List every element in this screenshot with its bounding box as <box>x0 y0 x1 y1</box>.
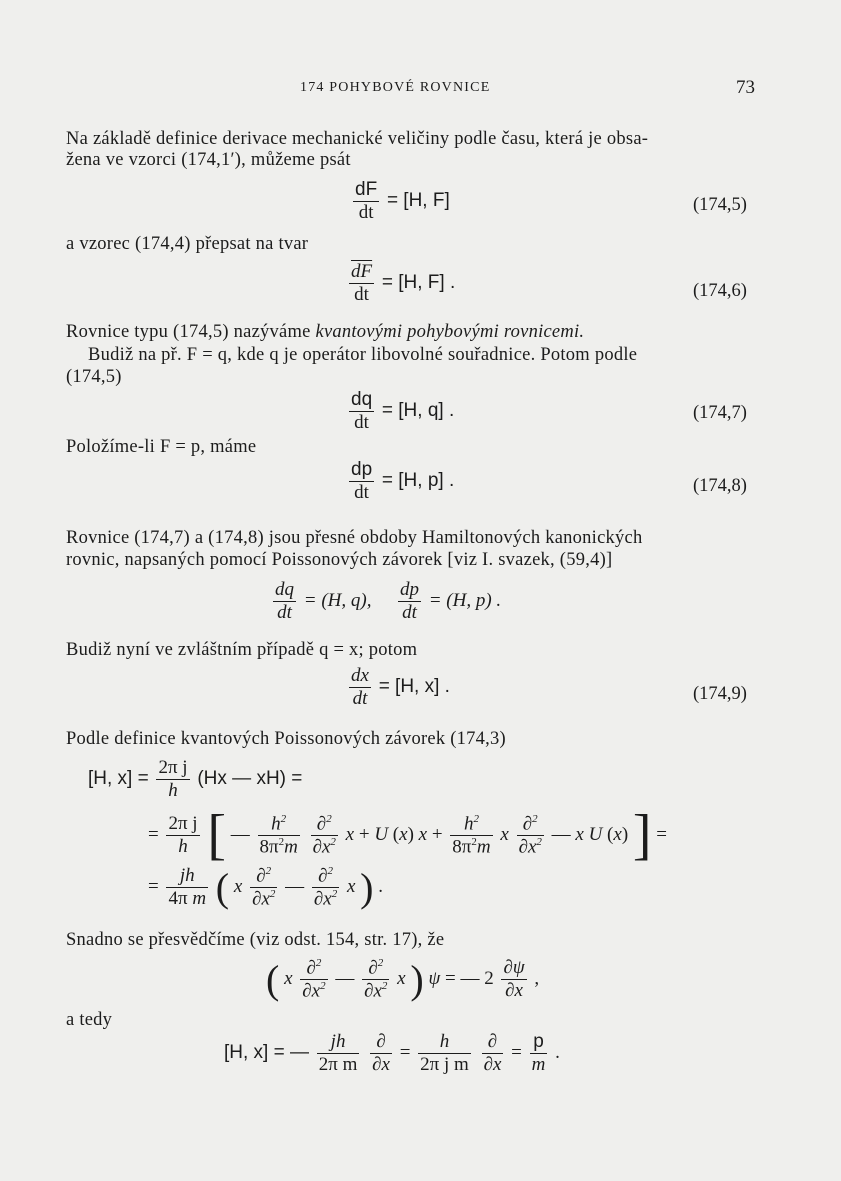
equation-174-7 <box>346 390 454 433</box>
italic-term: kvantovými pohybovými rovnicemi. <box>315 322 585 342</box>
fraction-denominator: dt <box>354 481 369 503</box>
fraction-denominator: dt <box>354 411 369 433</box>
derivation-line-3: = $\frac{jh}{\text{4π m}}$ ( x $\frac{\partial^2}{\partial x^2}$ — $\frac{\partial^2}{\partial x^2}$ x ) . <box>148 864 383 910</box>
fraction-denominator: dt <box>277 601 292 623</box>
fraction-denominator: dt <box>354 283 369 305</box>
fraction-denominator: dt <box>352 687 368 709</box>
fraction-numerator: dx <box>351 665 369 686</box>
fraction-numerator: dp <box>399 579 419 600</box>
equation-174-6 <box>346 262 455 305</box>
equation-rhs: = (H, q), <box>303 589 372 611</box>
derivation-line-1 <box>88 758 302 801</box>
equation-rhs: (Hx — xH) = <box>197 767 303 789</box>
fraction-denominator: dt <box>358 201 374 223</box>
paragraph-line: a vzorec (174,4) přepsat na tvar <box>66 234 309 254</box>
paragraph-line: Podle definice kvantových Poissonových závorek (174,3) <box>66 729 506 749</box>
equation-rhs: = [H, F] . <box>381 271 456 293</box>
final-equation: [H, x] = — $\frac{jh}{\text{2π m}}$ $\frac{\partial}{\partial x}$ = $\frac{h}{\text{2π j m}}$ $\frac{\partial}{\partial x}$ = $\frac{p}{m}$ . <box>224 1031 560 1075</box>
equation-rhs: = [H, F] <box>386 189 450 211</box>
paragraph-line: a tedy <box>66 1010 113 1030</box>
equation-rhs: = (H, p) . <box>428 589 502 611</box>
page-number: 73 <box>736 77 755 98</box>
equation-label: (174,9) <box>693 684 747 704</box>
paragraph-line: žena ve vzorci (174,1′), můžeme psát <box>66 150 351 170</box>
paragraph-line: Na základě definice derivace mechanické veličiny podle času, která je obsa- <box>66 129 649 149</box>
fraction-numerator: dq <box>351 389 373 410</box>
fraction-numerator: dp <box>351 459 373 480</box>
text-span: Rovnice typu (174,5) nazýváme <box>66 322 316 342</box>
paragraph-line: Rovnice (174,7) a (174,8) jsou přesné obdoby Hamiltonových kanonických <box>66 528 643 548</box>
fraction-numerator: $\overline{dF}$ <box>351 261 373 282</box>
paragraph-line: (174,5) <box>66 367 122 387</box>
paragraph-line: Budiž nyní ve zvláštním případě q = x; potom <box>66 640 418 660</box>
paragraph-line <box>66 322 584 343</box>
equation-rhs: = [H, x] . <box>378 675 450 697</box>
equation-174-8 <box>346 460 454 503</box>
equation-label: (174,5) <box>693 195 747 215</box>
equation-rhs: = [H, p] . <box>381 469 455 491</box>
fraction-numerator: h <box>418 1032 471 1054</box>
fraction-numerator: dq <box>275 579 294 600</box>
paragraph-line: Budiž na př. F = q, kde q je operátor libovolné souřadnice. Potom podle <box>88 345 638 365</box>
fraction-denominator: 2π j m <box>420 1053 469 1075</box>
fraction-numerator: p <box>530 1032 548 1054</box>
fraction-denominator: h <box>168 779 178 801</box>
equation-174-5 <box>350 180 450 223</box>
equation-174-9 <box>346 666 450 709</box>
equation-label: (174,8) <box>693 476 747 496</box>
hamilton-equations <box>270 580 501 623</box>
paragraph-line: Položíme-li F = p, máme <box>66 437 257 457</box>
fraction-denominator: 2π m <box>318 1053 358 1075</box>
fraction-numerator: 2π j <box>158 757 188 778</box>
equation-lhs: [H, x] = <box>88 767 149 789</box>
equation-lhs: [H, x] = — <box>224 1041 309 1063</box>
equation-rhs: = [H, q] . <box>381 399 455 421</box>
derivation-line-2: = $\frac{\text{2π j}}{h}$ [ — $\frac{h^2}{8\pi^2m}$ $\frac{\partial^2}{\partial x^2}$ x + U (x) x + $\frac{h^2}{8\pi^2m}$ x $\frac{\partial^2}{\partial x^2}$ — x U (x) ] = <box>148 804 668 866</box>
running-title: 174 POHYBOVÉ ROVNICE <box>300 80 491 95</box>
equation-label: (174,6) <box>693 281 747 301</box>
paragraph-line: rovnic, napsaných pomocí Poissonových závorek [viz I. svazek, (59,4)] <box>66 550 613 570</box>
fraction-denominator: dt <box>402 601 417 623</box>
fraction-numerator: dF <box>355 179 378 200</box>
equation-label: (174,7) <box>693 403 747 423</box>
fraction-numerator: jh <box>317 1032 360 1054</box>
paragraph-line: Snadno se přesvědčíme (viz odst. 154, str. 17), že <box>66 930 445 950</box>
fraction-denominator: m <box>531 1053 546 1075</box>
identity-equation: ( x $\frac{\partial^2}{\partial x^2}$ — $\frac{\partial^2}{\partial x^2}$ x ) ψ = — 2 $\frac{\partial\psi}{\partial x}$ , <box>266 956 540 1002</box>
